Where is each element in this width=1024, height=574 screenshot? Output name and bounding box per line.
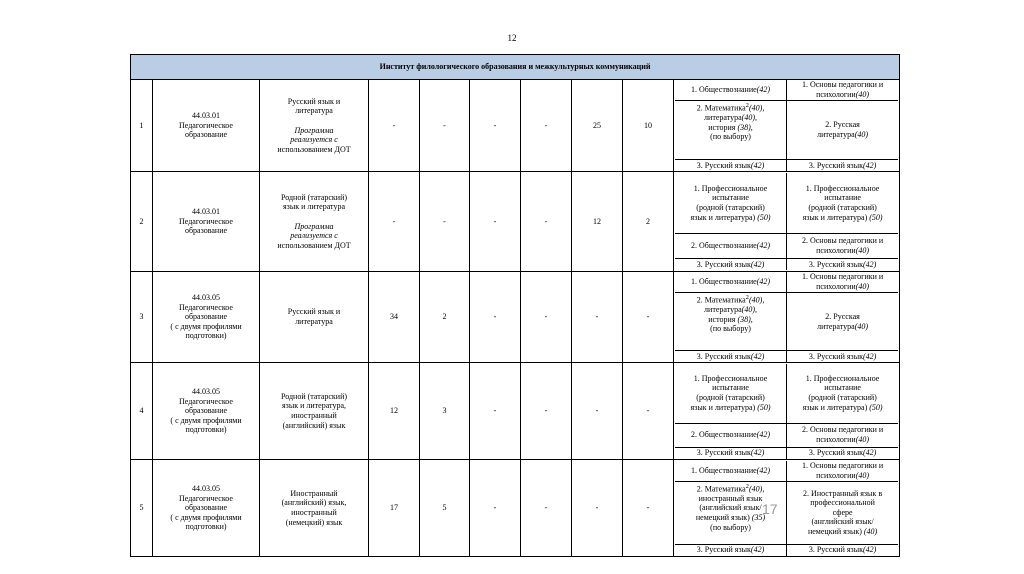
row-number: 4: [131, 363, 153, 460]
row-number: 2: [131, 172, 153, 272]
exam-a: 3. Русский язык(42): [675, 544, 787, 556]
exam-b: 2. Русская литература(40): [787, 293, 899, 351]
exam-b: 2. Основы педагогики и психологии(40): [787, 423, 899, 447]
value-cell: -: [572, 460, 623, 557]
value-cell: -: [572, 272, 623, 363]
exam-a: 2. Математика$^2$(40), иностранный язык (английский язык/ немецкий язык) (35) (по выбору): [675, 481, 787, 544]
direction-cell: 44.03.01 Педагогическое образование: [153, 172, 260, 272]
exams-cell: [674, 363, 900, 460]
direction-line: Педагогическое: [179, 120, 233, 130]
table-row: [131, 172, 900, 272]
value-cell: -: [623, 272, 674, 363]
exam-a: 1. Обществознание(42): [675, 461, 787, 482]
direction-line: образование: [184, 130, 228, 140]
exam-a: 2. Математика$^2$(40), литература(40), история (38), (по выбору): [675, 293, 787, 351]
direction-cell: [153, 80, 260, 172]
program-note-line: реализуется с: [290, 135, 338, 145]
row-number: 5: [131, 460, 153, 557]
exams-cell: [674, 460, 900, 557]
exams-cell: [674, 80, 900, 172]
direction-code: 44.03.01: [192, 111, 220, 121]
value-cell: -: [521, 272, 572, 363]
value-cell: 5: [420, 460, 470, 557]
program-note-line: Программа: [294, 125, 334, 135]
exam-b: 1. Основы педагогики и психологии(40): [787, 80, 899, 101]
admissions-table: [130, 54, 900, 557]
exam-b: 2. Русская литература(40): [787, 101, 899, 160]
program-cell: Родной (татарский) язык и литература, иностранный (английский) язык: [260, 363, 369, 460]
exam-a: 1. Обществознание(42): [675, 272, 787, 293]
exam-a: 2. Математика$^2$(40), литература(40), история (38), (по выбору): [675, 101, 787, 160]
institute-header-row: [131, 55, 900, 80]
program-cell: Иностранный (английский) язык, иностранный (немецкий) язык: [260, 460, 369, 557]
exam-b: 1. Основы педагогики и психологии(40): [787, 272, 899, 293]
exam-b: 3. Русский язык(42): [808, 160, 877, 170]
table-row: [131, 80, 900, 172]
institute-title: Институт филологического образования и межкультурных коммуникаций: [131, 55, 900, 80]
exam-a: 1. Обществознание(42): [675, 80, 787, 101]
row-number: 3: [131, 272, 153, 363]
slide-number: 17: [762, 501, 778, 517]
value-cell: 12: [572, 172, 623, 272]
value-cell: -: [420, 80, 470, 172]
exam-a: 3. Русский язык(42): [675, 160, 787, 172]
value-cell: -: [420, 172, 470, 272]
value-cell: 25: [572, 80, 623, 172]
program-cell: [260, 80, 369, 172]
value-cell: -: [369, 172, 420, 272]
table-row: [131, 460, 900, 557]
program-line: литература: [295, 106, 333, 116]
exam-b: 1. Профессиональное испытание (родной (татарский) язык и литература) (50): [787, 364, 899, 424]
exam-b: 3. Русский язык(42): [808, 259, 877, 269]
table-row: [131, 272, 900, 363]
exam-b: 2. Иностранный язык в профессиональной сфере (английский язык/ немецкий язык) (40): [787, 481, 899, 544]
table-row: [131, 363, 900, 460]
value-cell: -: [572, 363, 623, 460]
exam-b: 1. Профессиональное испытание (родной (татарский) язык и литература) (50): [787, 173, 899, 234]
exam-a: 2. Обществознание(42): [675, 423, 787, 447]
value-cell: -: [521, 172, 572, 272]
value-cell: -: [470, 460, 521, 557]
value-cell: 34: [369, 272, 420, 363]
value-cell: -: [470, 272, 521, 363]
exam-a: 1. Профессиональное испытание (родной (татарский) язык и литература) (50): [675, 173, 787, 234]
value-cell: 12: [369, 363, 420, 460]
direction-cell: 44.03.05 Педагогическое образование ( с двумя профилями подготовки): [153, 460, 260, 557]
exams-cell: [674, 272, 900, 363]
direction-cell: 44.03.05 Педагогическое образование ( с двумя профилями подготовки): [153, 272, 260, 363]
value-cell: -: [623, 363, 674, 460]
program-cell: Родной (татарский) язык и литература Программа реализуется с использованием ДОТ: [260, 172, 369, 272]
exam-a: 3. Русский язык(42): [675, 351, 787, 363]
value-cell: 2: [420, 272, 470, 363]
exam-a: 3. Русский язык(42): [675, 447, 787, 459]
exam-b: 3. Русский язык(42): [808, 545, 877, 555]
value-cell: 3: [420, 363, 470, 460]
exam-a: 3. Русский язык(42): [675, 259, 787, 271]
direction-cell: 44.03.05 Педагогическое образование ( с двумя профилями подготовки): [153, 363, 260, 460]
exam-b: 3. Русский язык(42): [808, 351, 877, 361]
value-cell: 17: [369, 460, 420, 557]
value-cell: 10: [623, 80, 674, 172]
program-line: Русский язык и: [287, 96, 341, 106]
value-cell: 2: [623, 172, 674, 272]
program-cell: Русский язык и литература: [260, 272, 369, 363]
row-number: 1: [131, 80, 153, 172]
exam-b: 3. Русский язык(42): [808, 448, 877, 458]
value-cell: -: [470, 80, 521, 172]
value-cell: -: [470, 172, 521, 272]
exams-cell: [674, 172, 900, 272]
value-cell: -: [521, 460, 572, 557]
exam-a: 2. Обществознание(42): [675, 234, 787, 259]
exam-a: 1. Профессиональное испытание (родной (татарский) язык и литература) (50): [675, 364, 787, 424]
value-cell: -: [623, 460, 674, 557]
value-cell: -: [521, 80, 572, 172]
program-note-line: использованием ДОТ: [277, 144, 351, 154]
value-cell: -: [470, 363, 521, 460]
value-cell: -: [521, 363, 572, 460]
exam-b: 1. Основы педагогики и психологии(40): [787, 461, 899, 482]
value-cell: -: [369, 80, 420, 172]
page-number: 12: [507, 33, 517, 43]
exam-b: 2. Основы педагогики и психологии(40): [787, 234, 899, 259]
